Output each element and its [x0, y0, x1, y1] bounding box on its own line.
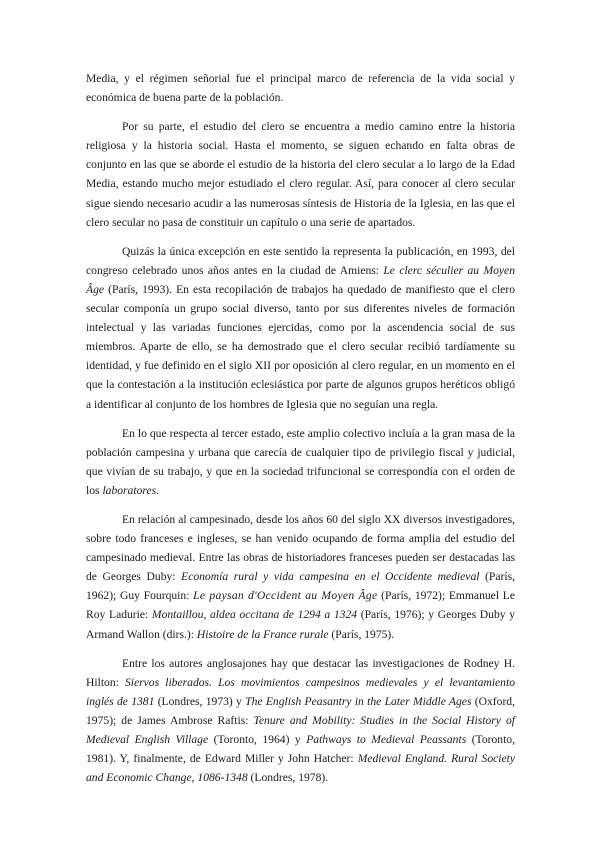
italic-title-text: laboratores	[102, 483, 157, 497]
paragraph-text: Por su parte, el estudio del clero se encuentra a medio camino entre la historia religiosa y la historia social. Hasta el momento, se siguen echando en falta obras de conjunto en las que se aborde el estudio de la historia del clero secular a lo largo de la Edad Media, estando mucho mejor estudiado el clero regular. Así, para conocer al clero secular sigue siendo necesario acudir a las numerosas síntesis de Historia de la Iglesia, en las que el clero secular no pasa de constituir un capítulo o una serie de apartados.	[86, 120, 515, 229]
italic-title-text: Tenure and Mobility: Studies in the Social History of Medieval English Village	[86, 713, 515, 746]
paragraph-text: (París, 1962); Guy Fourquin:	[86, 570, 515, 603]
paragraph-text: Quizás la única excepción en este sentido la representa la publicación, en 1993, del congreso celebrado unos años antes en la ciudad de Amiens:	[86, 244, 515, 277]
italic-title-text: Le clerc séculier au Moyen Âge	[86, 263, 515, 296]
paragraph	[86, 117, 515, 232]
paragraph-text: En lo que respecta al tercer estado, este amplio colectivo incluía a la gran masa de la población campesina y urbana que carecía de cualquier tipo de privilegio fiscal y judicial, que vivían de su trabajo, y que en la sociedad trifuncional se correspondía con el orden de los	[86, 426, 515, 497]
paragraph	[86, 69, 515, 107]
paragraph-text: (París, 1975).	[328, 627, 395, 641]
document-body	[86, 69, 515, 787]
italic-title-text: The English Peasantry in the Later Middle Ages	[245, 694, 472, 708]
italic-title-text: Siervos liberados. Los movimientos campesinos medievales y el levantamiento inglés de 1381	[86, 675, 515, 708]
paragraph-text: (Toronto, 1981). Y, finalmente, de Edward Miller y John Hatcher:	[86, 733, 515, 766]
italic-title-text: Histoire de la France rurale	[196, 627, 329, 641]
paragraph-text: (París, 1993). En esta recopilación de trabajos ha quedado de manifiesto que el clero secular componía un grupo social diverso, tanto por sus diferentes niveles de formación intelectual y las variadas funciones ejercidas, como por la ascendencia social de sus miembros. Aparte de ello, se ha demostrado que el clero secular recibió tardíamente su identidad, y fue definido en el siglo XII por oposición al clero regular, en un momento en el que la contestación a la institución eclesiástica por parte de algunos grupos heréticos obligó a identificar al conjunto de los hombres de Iglesia que no seguían una regla.	[86, 282, 515, 411]
italic-title-text: Pathways to Medieval Peassants	[306, 733, 467, 746]
paragraph-text: Media, y el régimen señorial fue el principal marco de referencia de la vida social y económica de buena parte de la población.	[86, 72, 515, 105]
paragraph-text: Entre los autores anglosajones hay que destacar las investigaciones de Rodney H. Hilton:	[86, 656, 515, 689]
paragraph-text: (Londres, 1973) y	[154, 694, 246, 708]
paragraph-text: (París, 1972); Emmanuel Le Roy Ladurie:	[86, 589, 515, 622]
paragraph	[86, 654, 515, 788]
paragraph-text: (París, 1976); y Georges Duby y Armand Wallon (dirs.):	[86, 608, 516, 641]
paragraph-text: (Oxford, 1975); de James Ambrose Raftis:	[86, 694, 515, 727]
italic-title-text: Montaillou, aldea occitana de 1294 a 1324	[151, 608, 358, 622]
italic-title-text: Economía rural y vida campesina en el Occidente medieval	[181, 570, 480, 584]
paragraph-text: (Toronto, 1964) y	[208, 733, 307, 746]
paragraph	[86, 510, 515, 644]
paragraph-text: (Londres, 1978).	[247, 771, 329, 785]
italic-title-text: Medieval England. Rural Society and Economic Change, 1086-1348	[86, 752, 515, 785]
paragraph-text: .	[156, 483, 160, 497]
paragraph	[86, 242, 515, 414]
italic-title-text: Le paysan d'Occident au Moyen Âge	[193, 589, 378, 603]
paragraph-text: En relación al campesinado, desde los años 60 del siglo XX diversos investigadores, sobre todo franceses e ingleses, se han venido ocupando de forma amplia del estudio del campesinado medieval. Entre las obras de historiadores franceses pueden ser destacadas las de Georges Duby:	[86, 512, 515, 584]
paragraph	[86, 424, 515, 500]
